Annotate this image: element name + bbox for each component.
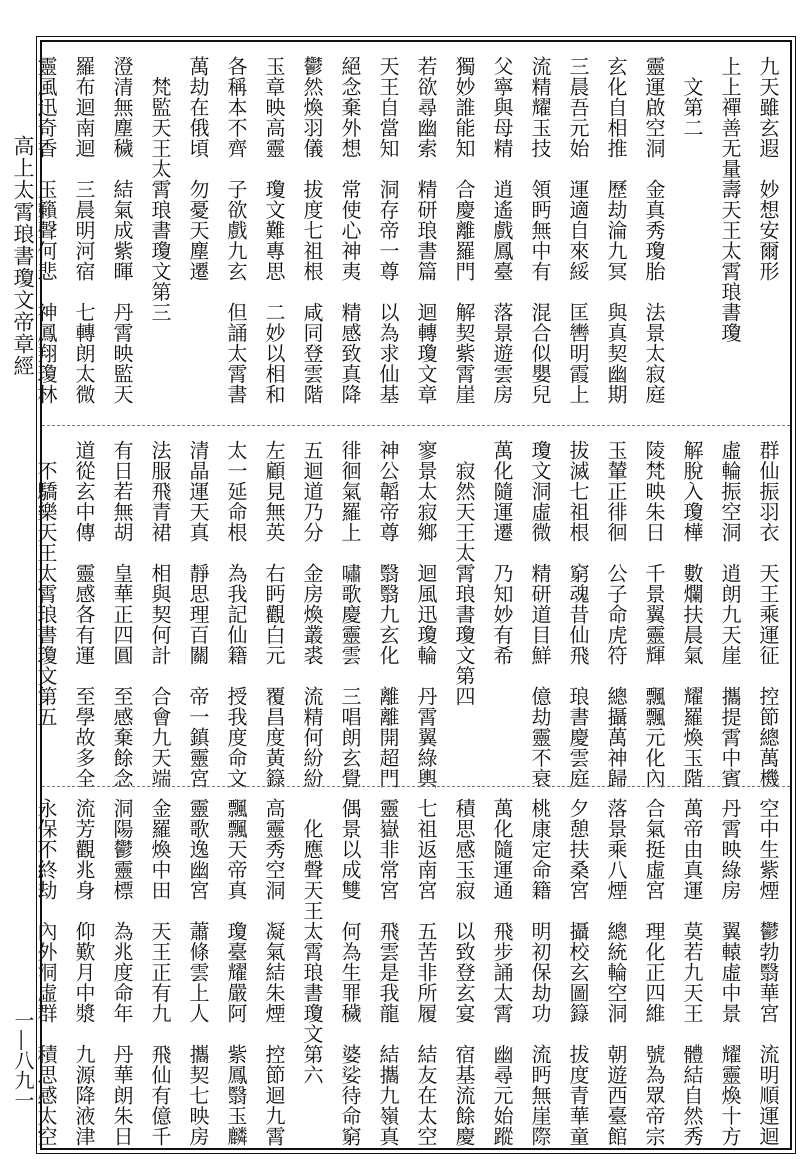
text-column: 流芳觀兆身 仰歎月中漿 九源降液津 xyxy=(72,798,96,1147)
text-column: 流精耀玉技 領眄無中有 混合似嬰兒 xyxy=(528,56,552,405)
text-column: 鬱然煥羽儀 拔度七祖根 咸同登雲階 xyxy=(300,56,324,405)
text-column: 澄清無塵穢 結氣成紫暉 丹霄映監天 xyxy=(110,56,134,405)
text-column: 金羅煥中田 天王正有九 飛仙有億千 xyxy=(148,798,172,1147)
text-column: 洞陽鬱靈標 為兆度命年 丹華朗朱日 xyxy=(110,798,134,1147)
text-column: 父寧與母精 逍遙戲鳳臺 落景遊雲房 xyxy=(490,56,514,405)
text-column: 寂然天王太霄琅書瓊文第四 xyxy=(452,440,476,707)
text-column: 夕憩扶桑宮 攝校玄圖籙 拔度青華童 xyxy=(566,798,590,1147)
text-column: 拔滅七祖根 窮魂昔仙飛 琅書慶雲庭 xyxy=(566,440,590,789)
text-column: 不驕樂天王太霄琅書瓊文第五 xyxy=(34,440,58,727)
text-column: 靈風迅奇香 玉籟聲何悲 神鳳翔瓊林 xyxy=(34,56,58,405)
text-column: 文第二 xyxy=(680,56,704,138)
text-column: 丹霄映綠房 翼轅虛中景 耀靈煥十方 xyxy=(718,798,742,1147)
text-column: 積思感玉寂 以致登玄宴 宿基流餘慶 xyxy=(452,798,476,1147)
text-column: 落景乘八煙 總統輪空洞 朝遊西臺館 xyxy=(604,798,628,1147)
text-column: 萬劫在俄頃 勿憂天塵遷 xyxy=(186,56,210,282)
text-band-top xyxy=(34,56,780,414)
text-column: 萬化隨運遷 乃知妙有希 xyxy=(490,440,514,666)
text-column: 桃康定命籍 明初保劫功 流眄無崖際 xyxy=(528,798,552,1147)
book-title-margin: 高上太霄琅書瓊文帝章經 xyxy=(11,135,35,377)
text-column: 上上禪善无量壽天王太霄琅書瓊 xyxy=(718,56,742,343)
text-column: 偶景以成雙 何為生罪穢 婆娑待命窮 xyxy=(338,798,362,1147)
text-column: 有日若無胡 皇華正四圓 至感棄餘念 xyxy=(110,440,134,789)
text-column: 絕念棄外想 常使心神夷 精感致真降 xyxy=(338,56,362,405)
text-column: 群仙振羽衣 天王乘運征 控節總萬機 xyxy=(756,440,780,789)
text-column: 萬帝由真運 莫若九天王 體結自然秀 xyxy=(680,798,704,1147)
text-column: 玄化自相推 歷劫淪九冥 與真契幽期 xyxy=(604,56,628,405)
text-column: 靈運啟空洞 金真秀瓊胎 法景太寂庭 xyxy=(642,56,666,405)
text-column: 萬化隨運通 飛步誦太霄 幽尋元始蹤 xyxy=(490,798,514,1147)
text-column: 左顧見無英 右眄觀白元 覆昌度黃籙 xyxy=(262,440,286,789)
text-column: 清晶運天真 靜思理百關 帝一鎮靈宮 xyxy=(186,440,210,789)
text-column: 陵梵映朱日 千景翼靈輝 飄飄元化內 xyxy=(642,440,666,789)
text-column: 解脫入瓊樺 數爛扶晨氣 耀羅煥玉階 xyxy=(680,440,704,789)
text-column: 靈歌逸幽宮 蕭條雲上人 攜契七映房 xyxy=(186,798,210,1147)
text-column: 飄飄天帝真 瓊臺耀嚴阿 紫鳳翳玉麟 xyxy=(224,798,248,1147)
text-column: 高靈秀空洞 凝氣結朱煙 控節迴九霄 xyxy=(262,798,286,1147)
text-column: 各稱本不齊 子欲戲九玄 但誦太霄書 xyxy=(224,56,248,405)
text-column: 梵監天王太霄琅書瓊文第三 xyxy=(148,56,172,323)
text-column: 羅布迴南迴 三晨明河宿 七轉朗太微 xyxy=(72,56,96,405)
text-column: 天王自當知 洞存帝一尊 以為求仙基 xyxy=(376,56,400,405)
text-column: 化應聲天王太霄琅書瓊文第六 xyxy=(300,798,324,1085)
text-column: 法服飛青裙 相與契何計 合會九天端 xyxy=(148,440,172,789)
text-column: 玉輦正徘徊 公子命虎符 總攝萬神歸 xyxy=(604,440,628,789)
text-column: 獨妙誰能知 合慶離羅門 解契紫霄崖 xyxy=(452,56,476,405)
text-column: 徘徊氣羅上 嘯歌慶靈雲 三唱朗玄覺 xyxy=(338,440,362,789)
text-column: 三晨吾元始 運適自來綏 匡轡明霞上 xyxy=(566,56,590,405)
text-column: 寥景太寂鄉 迴風迅瓊輪 丹霄翼綠輿 xyxy=(414,440,438,789)
text-column: 道從玄中傳 靈感各有運 至學故多全 xyxy=(72,440,96,789)
text-column: 神公韜帝尊 翳翳九玄化 離離開超門 xyxy=(376,440,400,789)
text-column: 瓊文洞虛微 精研道目鮮 億劫靈不衰 xyxy=(528,440,552,789)
page-number-margin: 一―八九一 xyxy=(11,1010,35,1110)
text-column: 太一延命根 為我記仙籍 授我度命文 xyxy=(224,440,248,789)
text-column: 永保不終劫 內外洞虛群 積思感太空 xyxy=(34,798,58,1147)
text-column: 七祖返南宮 五苦非所履 結友在太空 xyxy=(414,798,438,1147)
text-band-middle xyxy=(34,440,780,789)
text-band-bottom xyxy=(34,798,780,1147)
text-column: 虛輪振空洞 逍朗九天崖 攜提霄中賓 xyxy=(718,440,742,789)
text-column: 九天雖玄遐 妙想安爾形 xyxy=(756,56,780,282)
text-column: 玉章映高靈 瓊文難專思 二妙以相和 xyxy=(262,56,286,405)
text-frame xyxy=(34,40,792,1150)
text-column: 靈嶽非常宮 飛雲是我龍 結攜九嶺真 xyxy=(376,798,400,1147)
text-column: 合氣挺虛宮 理化正四維 號為眾帝宗 xyxy=(642,798,666,1147)
text-column: 五迴道乃分 金房煥叢裘 流精何紛紛 xyxy=(300,440,324,789)
text-column: 若欲尋幽索 精研琅書篇 迴轉瓊文章 xyxy=(414,56,438,405)
text-column: 空中生紫煙 鬱勃翳華宮 流明順運迴 xyxy=(756,798,780,1147)
